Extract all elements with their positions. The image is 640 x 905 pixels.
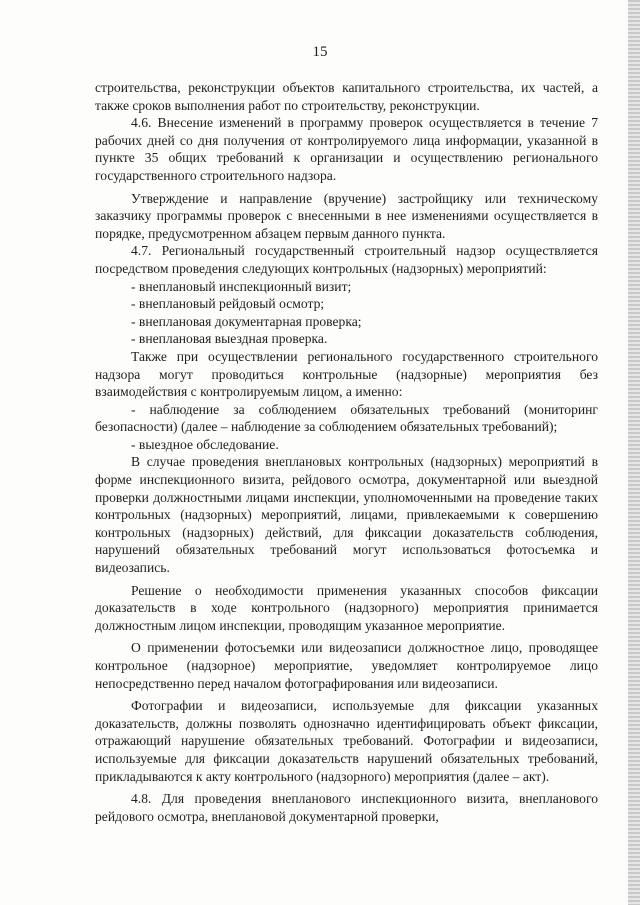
paragraph: - выездное обследование.	[131, 436, 279, 452]
paragraph: 4.7. Региональный государственный строительный надзор осуществляется посредством проведения следующих контрольных (надзорных) мероприятий:	[95, 243, 598, 276]
paragraph: О применении фотосъемки или видеозаписи должностное лицо, проводящее контрольное (надзорное) мероприятие, уведомляет контролируемое лицо непосредственно перед началом фотографирования или видеозаписи.	[95, 640, 598, 691]
scan-edge	[628, 0, 640, 905]
paragraph: 4.8. Для проведения внепланового инспекционного визита, внепланового рейдового осмотра, внеплановой документарной проверки,	[95, 791, 598, 824]
paragraph: - внеплановый рейдовый осмотр;	[131, 296, 325, 312]
paragraph: В случае проведения внеплановых контрольных (надзорных) мероприятий в форме инспекционного визита, рейдового осмотра, документарной или выездной проверки должностными лицами инспекции, уполномоченными на проведение таких контрольных (надзорных) мероприятий, лицами, привлекаемыми к совершению контрольных (надзорных) действий, для фиксации доказательств соблюдения, нарушений обязательных требований могут использоваться фотосъемка и видеозапись.	[95, 454, 598, 576]
paragraph: 4.6. Внесение изменений в программу проверок осуществляется в течение 7 рабочих дней со дня получения от контролируемого лица информации, указанной в пункте 35 общих требований к организации и осуществлению регионального государственного строительного надзора.	[95, 115, 598, 183]
document-body	[95, 79, 598, 825]
page-number: 15	[312, 44, 328, 60]
paragraph: - внеплановый инспекционный визит;	[131, 278, 352, 294]
paragraph: Утверждение и направление (вручение) застройщику или техническому заказчику программы проверок с внесенными в нее изменениями осуществляется в порядке, предусмотренном абзацем первым данного пункта.	[95, 190, 598, 241]
paragraph: Решение о необходимости применения указанных способов фиксации доказательств в ходе контрольного (надзорного) мероприятия принимается должностным лицом инспекции, проводящим указанное мероприятие.	[95, 582, 598, 633]
paragraph: - наблюдение за соблюдением обязательных требований (мониторинг безопасности) (далее – наблюдение за соблюдением обязательных требований);	[95, 401, 598, 435]
paragraph: - внеплановая выездная проверка.	[131, 331, 328, 347]
paragraph: - внеплановая документарная проверка;	[131, 313, 362, 329]
paragraph: Также при осуществлении регионального государственного строительного надзора могут проводиться контрольные (надзорные) мероприятия без взаимодействия с контролируемым лицом, а именно:	[95, 348, 598, 400]
paragraph: Фотографии и видеозаписи, используемые для фиксации указанных доказательств, должны позволять однозначно идентифицировать объект фиксации, отражающий нарушение обязательных требований. Фотографии и видеозаписи, используемые для фиксации доказательств нарушений обязательных требований, прикладываются к акту контрольного (надзорного) мероприятия (далее – акт).	[95, 698, 598, 784]
paragraph: строительства, реконструкции объектов капитального строительства, их частей, а также сроков выполнения работ по строительству, реконструкции.	[95, 80, 598, 113]
